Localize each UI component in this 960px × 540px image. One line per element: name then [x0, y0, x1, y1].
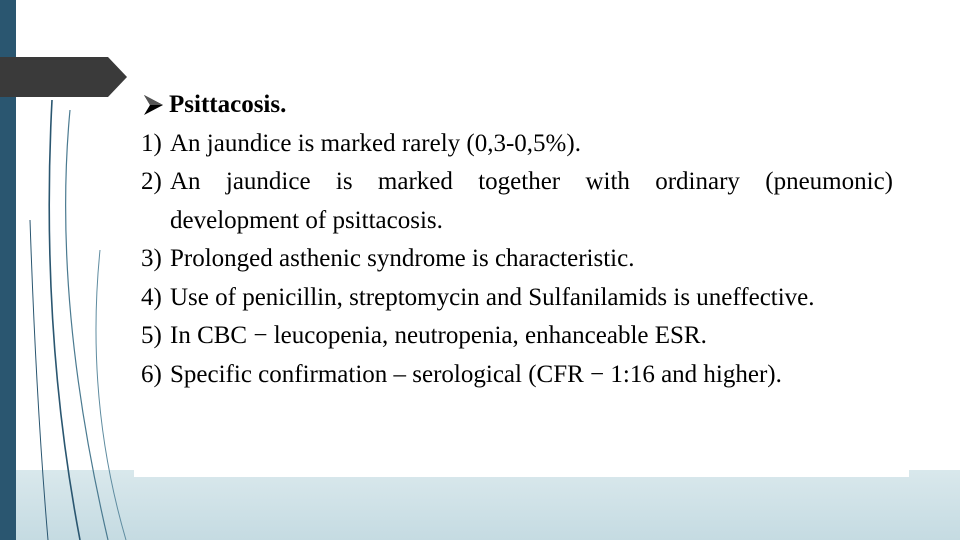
decor-line-4: [30, 220, 48, 540]
item-number: 5): [141, 322, 162, 349]
item-text: Specific confirmation – serological (CFR − 1:16 and higher).: [170, 360, 782, 388]
list-item: [141, 317, 893, 356]
item-text: An jaundice is marked together with ordinary (pneumonic) development of psittacosis.: [170, 168, 893, 234]
arrow-bullet-icon: [141, 93, 165, 117]
tab-shape: [0, 57, 127, 97]
item-number: 4): [141, 283, 162, 311]
item-number: 3): [141, 245, 162, 272]
decor-line-1: [49, 100, 80, 540]
item-text: Use of penicillin, streptomycin and Sulfanilamids is uneffective.: [170, 283, 815, 311]
item-number: 1): [141, 129, 162, 157]
decor-line-3: [96, 250, 126, 540]
list-item: [141, 163, 893, 240]
decor-line-2: [66, 110, 108, 540]
list-item: [141, 240, 893, 279]
item-text: In CBC − leucopenia, neutropenia, enhanceable ESR.: [170, 322, 707, 349]
item-text: An jaundice is marked rarely (0,3-0,5%).: [170, 129, 581, 157]
heading-row: [141, 86, 893, 125]
item-number: 2): [141, 168, 162, 195]
list-item: [141, 279, 893, 318]
list-item: [141, 125, 893, 164]
heading-title: Psittacosis.: [169, 91, 287, 118]
list-item: [141, 356, 893, 395]
item-number: 6): [141, 360, 162, 388]
item-text: Prolonged asthenic syndrome is characteristic.: [170, 245, 635, 272]
slide-body: [141, 86, 893, 394]
